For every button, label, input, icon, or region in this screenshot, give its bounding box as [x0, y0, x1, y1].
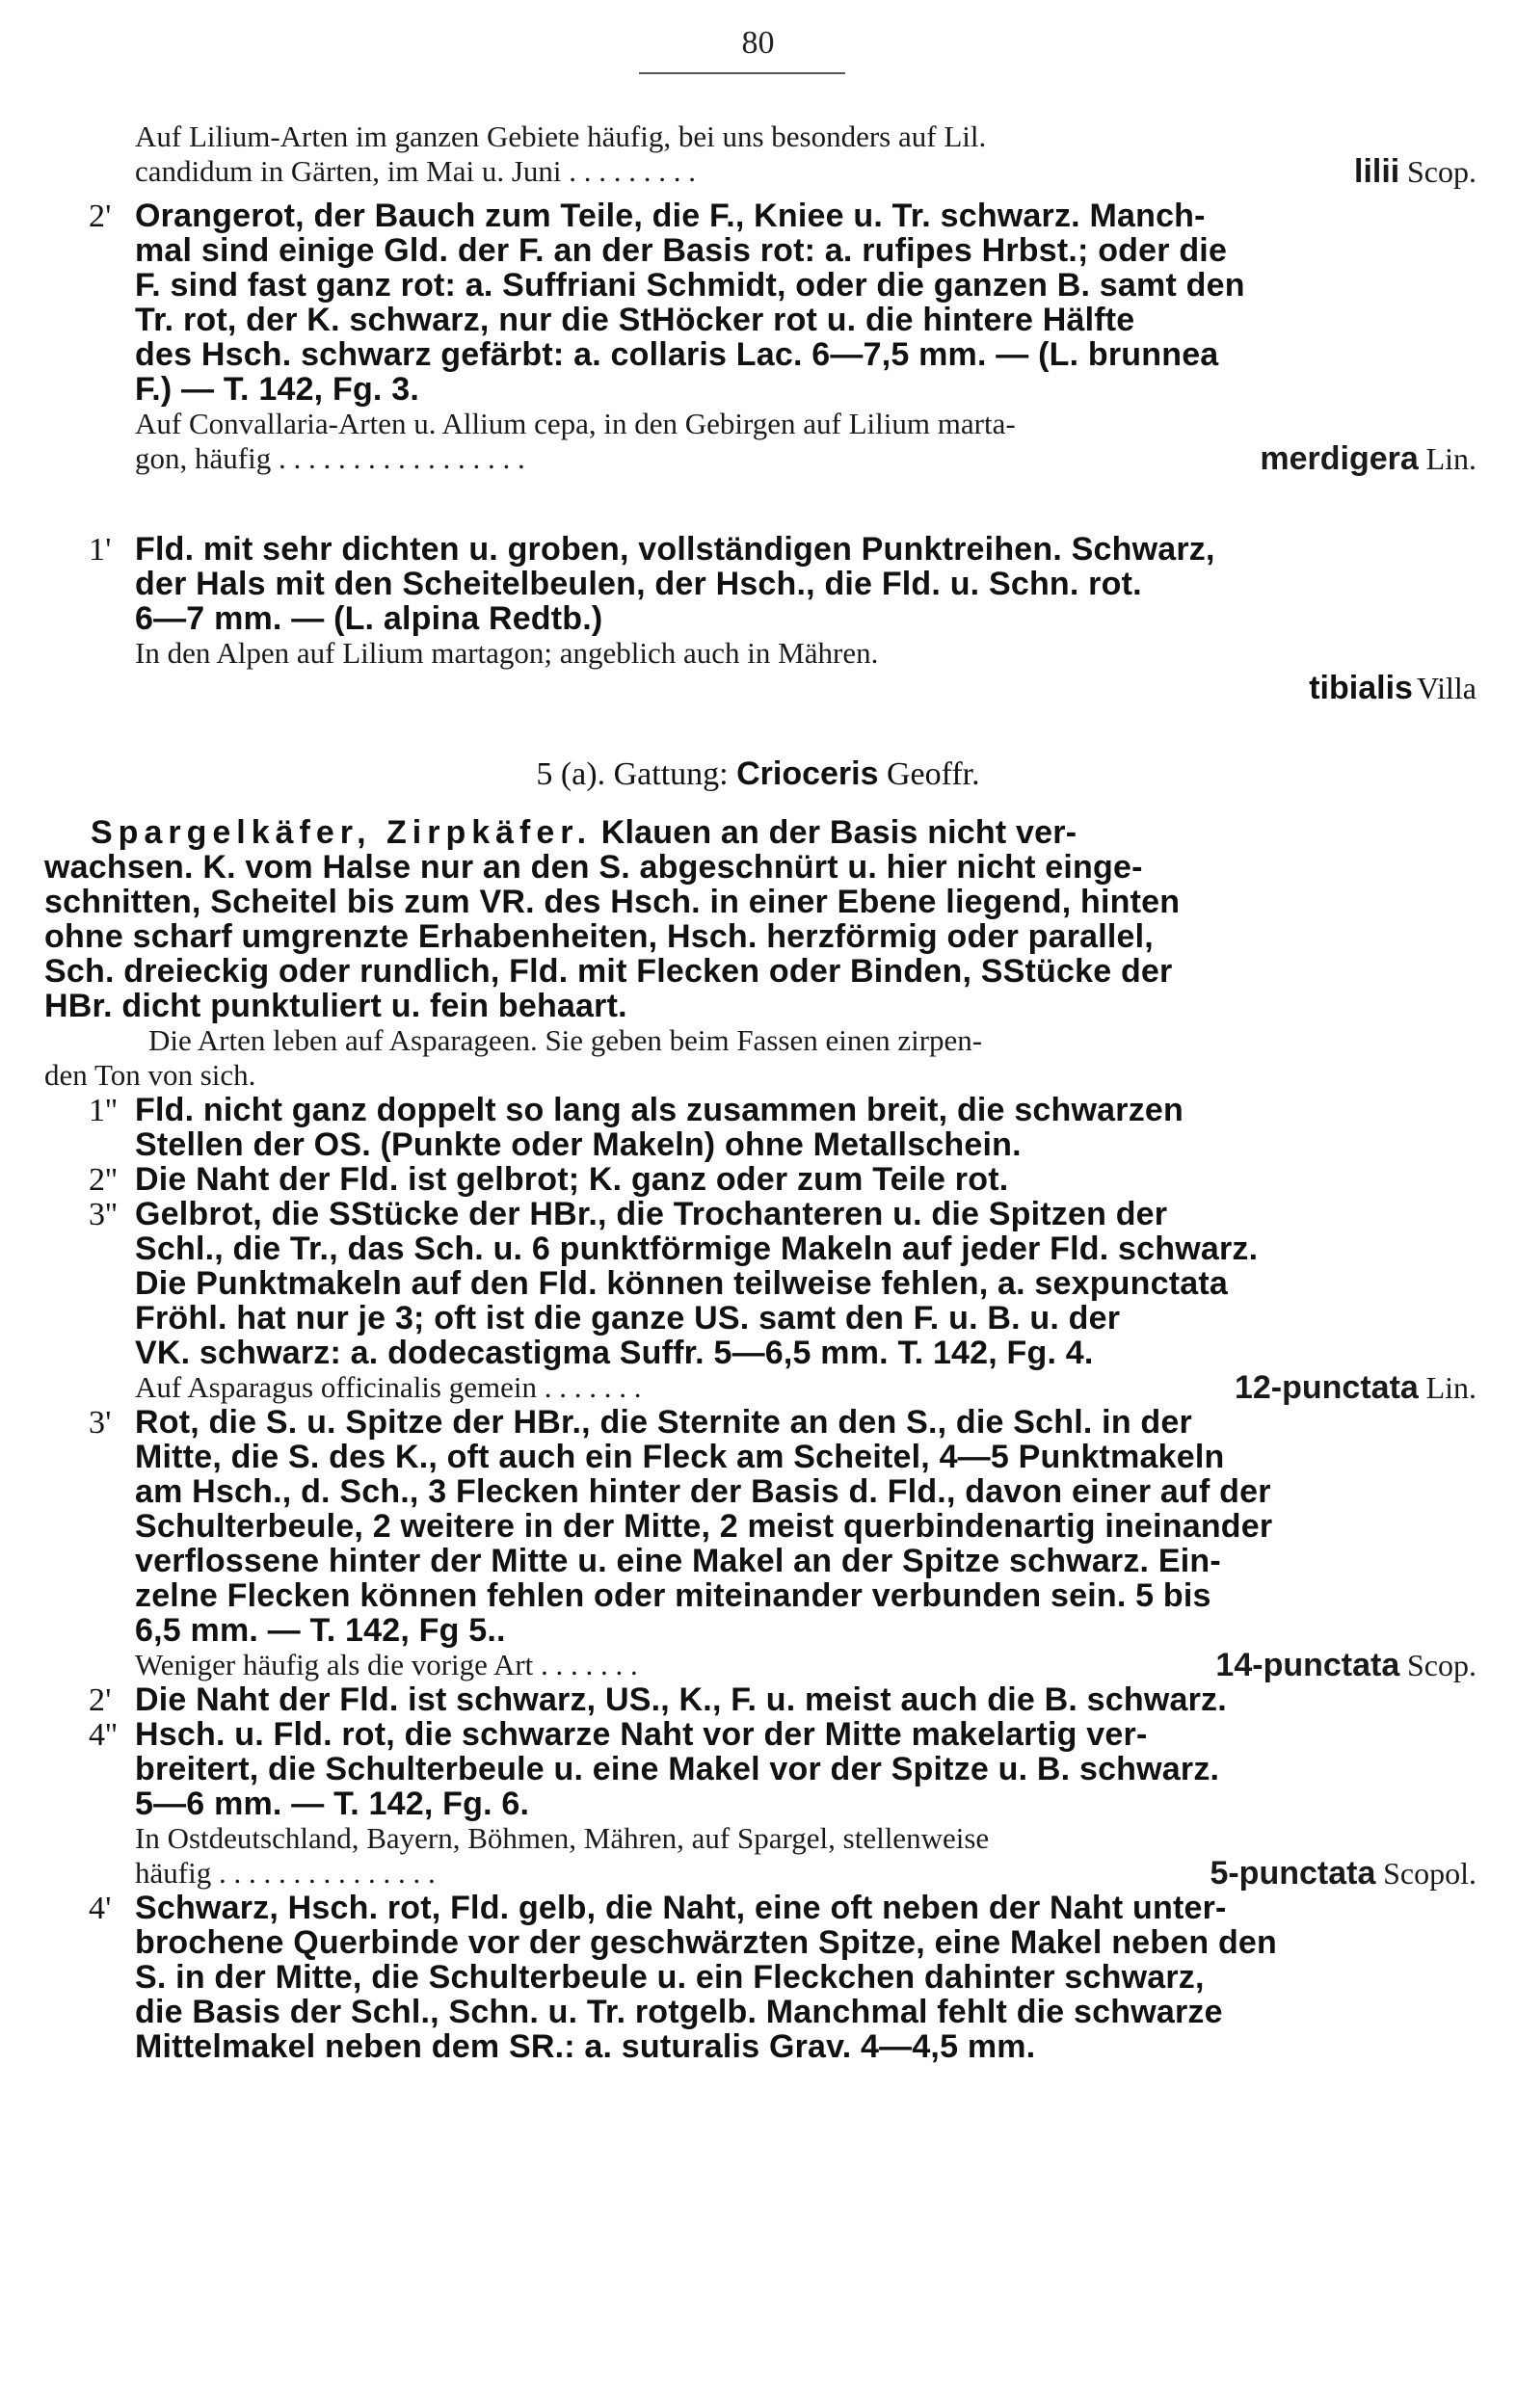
key-line: des Hsch. schwarz gefärbt: a. collaris Lac. 6—7,5 mm. — (L. brunnea: [135, 336, 1219, 373]
couplet-marker: 3': [89, 1405, 112, 1441]
habitat-lilii: [89, 119, 1476, 189]
desc-line: schnitten, Scheitel bis zum VR. des Hsch. in einer Ebene liegend, hinten: [44, 884, 1181, 920]
species-name-lilii: lilii Scop.: [1354, 153, 1476, 190]
species-name-5-punctata: 5-punctata Scopol.: [1210, 1855, 1476, 1892]
key-couplet-2-prime: [89, 198, 1476, 476]
habitat-text: Auf Asparagus officinalis gemein . . . . . . .: [135, 1370, 642, 1404]
habitat-line: Auf Lilium-Arten im ganzen Gebiete häufig, bei uns besonders auf Lil.: [135, 119, 987, 153]
habitat-line: In den Alpen auf Lilium martagon; angeblich auch in Mähren.: [135, 636, 879, 670]
couplet-marker: 1': [89, 532, 112, 568]
key-line: Tr. rot, der K. schwarz, nur die StHöcker rot u. die hintere Hälfte: [135, 302, 1135, 338]
key-line: die Basis der Schl., Schn. u. Tr. rotgelb. Manchmal fehlt die schwarze: [135, 1994, 1223, 2030]
species-line: [89, 1648, 1476, 1682]
key-couplet-1-double: [89, 1093, 1476, 1162]
species-name-merdigera: merdigera Lin.: [1260, 440, 1476, 477]
key-couplet-2-prime-b: [89, 1682, 1476, 1717]
desc-line: Spargelkäfer, Zirpkäfer. Klauen an der Basis nicht ver-: [91, 814, 1077, 851]
key-line: F.) — T. 142, Fg. 3.: [135, 371, 419, 408]
habitat-text: häufig . . . . . . . . . . . . . . .: [135, 1856, 436, 1890]
key-line: zelne Flecken können fehlen oder miteinander verbunden sein. 5 bis: [135, 1577, 1211, 1614]
key-couplet-3-prime: [89, 1405, 1476, 1682]
key-line: 4' Schwarz, Hsch. rot, Fld. gelb, die Naht, eine oft neben der Naht unter-: [89, 1890, 1227, 1926]
genus-heading: [0, 755, 1516, 793]
key-line: 1'' Fld. nicht ganz doppelt so lang als zusammen breit, die schwarzen: [89, 1092, 1184, 1128]
common-names: Spargelkäfer, Zirpkäfer.: [91, 814, 593, 851]
species-line: [89, 1370, 1476, 1405]
key-line: 5—6 mm. — T. 142, Fg. 6.: [135, 1786, 530, 1822]
species-line: [89, 154, 1476, 189]
habitat-line: Auf Convallaria-Arten u. Allium cepa, in den Gebirgen auf Lilium marta-: [135, 407, 1016, 440]
desc-line: Sch. dreieckig oder rundlich, Fld. mit Flecken oder Binden, SStücke der: [44, 953, 1173, 990]
couplet-marker: 2'': [89, 1162, 118, 1198]
desc-line: ohne scharf umgrenzte Erhabenheiten, Hsch. herzförmig oder parallel,: [44, 918, 1154, 955]
key-couplet-4-double: [89, 1717, 1476, 1891]
couplet-marker: 4'': [89, 1717, 118, 1753]
key-line: 3' Rot, die S. u. Spitze der HBr., die Sternite an den S., die Schl. in der: [89, 1404, 1192, 1441]
desc-line: HBr. dicht punktuliert u. fein behaart.: [44, 988, 627, 1024]
key-couplet-3-double: [89, 1197, 1476, 1405]
key-line: verflossene hinter der Mitte u. eine Makel an der Spitze schwarz. Ein-: [135, 1543, 1221, 1579]
key-line: 4'' Hsch. u. Fld. rot, die schwarze Naht vor der Mitte makelartig ver-: [89, 1716, 1148, 1753]
species-line: [89, 441, 1476, 476]
habitat-line: In Ostdeutschland, Bayern, Böhmen, Mähren, auf Spargel, stellenweise: [135, 1821, 990, 1855]
couplet-marker: 2': [89, 1682, 112, 1718]
genus-number: 5 (a).: [536, 756, 606, 792]
key-line: Mittelmakel neben dem SR.: a. suturalis Grav. 4—4,5 mm.: [135, 2028, 1036, 2065]
key-line: 6—7 mm. — (L. alpina Redtb.): [135, 600, 603, 637]
key-couplet-1-prime: [89, 532, 1476, 705]
key-line: S. in der Mitte, die Schulterbeule u. ein Fleckchen dahinter schwarz,: [135, 1959, 1205, 1996]
key-line: Die Punktmakeln auf den Fld. können teilweise fehlen, a. sexpunctata: [135, 1265, 1228, 1302]
key-line: mal sind einige Gld. der F. an der Basis rot: a. rufipes Hrbst.; oder die: [135, 232, 1228, 269]
header-rule: [639, 72, 845, 74]
genus-name: Crioceris: [736, 755, 879, 792]
couplet-marker: 2': [89, 198, 112, 234]
habitat-text: candidum in Gärten, im Mai u. Juni . . . . . . . . .: [135, 154, 697, 188]
key-line: Schulterbeule, 2 weitere in der Mitte, 2 meist querbindenartig ineinander: [135, 1508, 1273, 1545]
key-line: 2' Die Naht der Fld. ist schwarz, US., K., F. u. meist auch die B. schwarz.: [89, 1681, 1227, 1718]
couplet-marker: 1'': [89, 1093, 118, 1128]
key-line: 2'' Die Naht der Fld. ist gelbrot; K. ganz oder zum Teile rot.: [89, 1161, 1009, 1198]
key-line: breitert, die Schulterbeule u. eine Makel vor der Spitze u. B. schwarz.: [135, 1751, 1220, 1787]
key-line: Mitte, die S. des K., oft auch ein Fleck am Scheitel, 4—5 Punktmakeln: [135, 1439, 1225, 1475]
key-line: VK. schwarz: a. dodecastigma Suffr. 5—6,5 mm. T. 142, Fg. 4.: [135, 1335, 1094, 1371]
key-line: 2' Orangerot, der Bauch zum Teile, die F., Kniee u. Tr. schwarz. Manch-: [89, 198, 1206, 234]
couplet-marker: 3'': [89, 1197, 118, 1232]
key-line: F. sind fast ganz rot: a. Suffriani Schmidt, oder die ganzen B. samt den: [135, 267, 1245, 304]
habitat-text: Weniger häufig als die vorige Art . . . . . . .: [135, 1648, 638, 1681]
genus-label: Gattung:: [613, 756, 729, 792]
genus-author: Geoffr.: [887, 756, 980, 792]
genus-description: [44, 815, 1476, 1093]
key-line: Stellen der OS. (Punkte oder Makeln) ohne Metallschein.: [135, 1126, 1022, 1163]
key-line: Fröhl. hat nur je 3; oft ist die ganze US. samt den F. u. B. u. der: [135, 1300, 1121, 1336]
key-couplet-2-double: [89, 1162, 1476, 1197]
species-name-14-punctata: 14-punctata Scop.: [1215, 1647, 1476, 1683]
species-name-12-punctata: 12-punctata Lin.: [1234, 1369, 1476, 1406]
key-line: 3'' Gelbrot, die SStücke der HBr., die Trochanteren u. die Spitzen der: [89, 1196, 1168, 1232]
key-line: brochene Querbinde vor der geschwärzten Spitze, eine Makel neben den: [135, 1924, 1278, 1961]
species-name-tibialis: tibialis Villa: [1309, 670, 1476, 706]
key-line: der Hals mit den Scheitelbeulen, der Hsch., die Fld. u. Schn. rot.: [135, 566, 1142, 602]
species-line: [89, 1856, 1476, 1891]
habitat-line: Die Arten leben auf Asparageen. Sie geben beim Fassen einen zirpen-: [148, 1023, 983, 1057]
habitat-line: den Ton von sich.: [44, 1058, 256, 1092]
key-couplet-4-prime: [89, 1891, 1476, 2064]
key-line: 1' Fld. mit sehr dichten u. groben, vollständigen Punktreihen. Schwarz,: [89, 531, 1215, 568]
key-line: Schl., die Tr., das Sch. u. 6 punktförmige Makeln auf jeder Fld. schwarz.: [135, 1230, 1259, 1267]
habitat-text: gon, häufig . . . . . . . . . . . . . . . . .: [135, 441, 525, 475]
key-line: 6,5 mm. — T. 142, Fg 5..: [135, 1612, 506, 1649]
desc-line: wachsen. K. vom Halse nur an den S. abgeschnürt u. hier nicht einge-: [44, 849, 1143, 886]
page-number: 80: [741, 25, 775, 61]
couplet-marker: 4': [89, 1891, 112, 1926]
key-line: am Hsch., d. Sch., 3 Flecken hinter der Basis d. Fld., davon einer auf der: [135, 1473, 1271, 1510]
